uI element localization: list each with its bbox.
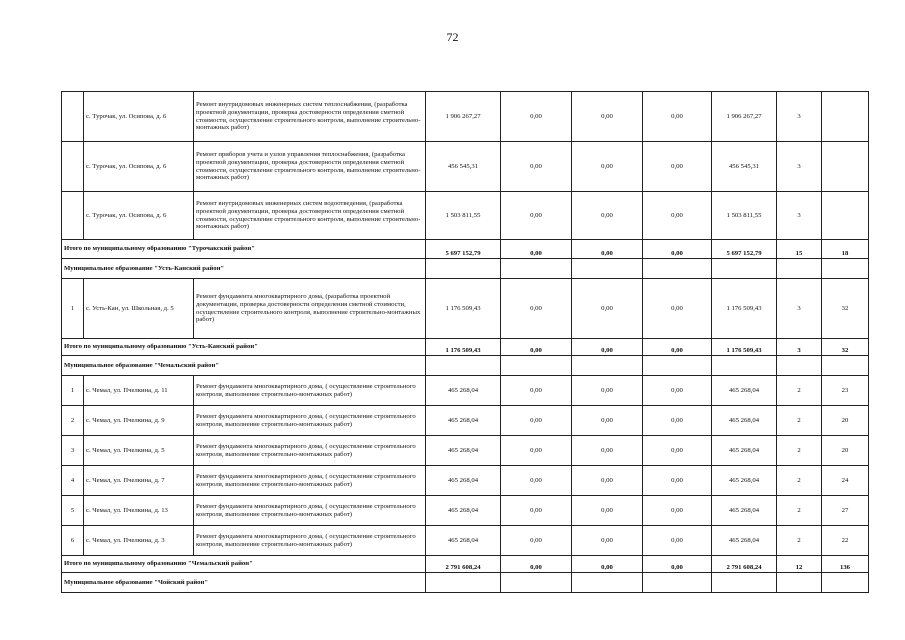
total-value-c1: 0,00 [501, 556, 572, 573]
value-cell-c3: 0,00 [643, 142, 712, 192]
value-cell-c3: 0,00 [643, 406, 712, 436]
value-cell-year: 2 [777, 436, 822, 466]
total-value-apts: 18 [822, 240, 869, 259]
work-description-cell: Ремонт внутридомовых инженерных систем водоотведения, (разработка проектной документации, проверка достоверности определения сметной стоимости, осуществление строительного контроля, выполнение строительно-монтажных работ) [194, 192, 426, 240]
value-cell-apts: 32 [822, 279, 869, 339]
table-row [62, 92, 869, 142]
value-cell-cost-total: 1 906 267,27 [426, 92, 501, 142]
total-value-c1: 0,00 [501, 240, 572, 259]
work-description-cell: Ремонт фундамента многоквартирного дома, ( осуществление строительного контроля, выполнение строительно-монтажных работ) [194, 496, 426, 526]
row-number: 5 [62, 496, 84, 526]
value-cell-c3: 0,00 [643, 526, 712, 556]
value-cell-c1: 0,00 [501, 496, 572, 526]
empty-cell [426, 259, 501, 279]
value-cell-apts: 24 [822, 466, 869, 496]
table-row [62, 526, 869, 556]
value-cell-c3: 0,00 [643, 436, 712, 466]
work-description-cell: Ремонт фундамента многоквартирного дома, ( осуществление строительного контроля, выполнение строительно-монтажных работ) [194, 526, 426, 556]
empty-cell [501, 356, 572, 376]
row-number: 1 [62, 376, 84, 406]
value-cell-cost-local: 465 268,04 [712, 496, 777, 526]
value-cell-cost-local: 1 503 811,55 [712, 192, 777, 240]
total-value-cost-local: 2 791 608,24 [712, 556, 777, 573]
value-cell-c3: 0,00 [643, 279, 712, 339]
total-value-c1: 0,00 [501, 339, 572, 356]
total-value-c2: 0,00 [572, 556, 643, 573]
total-value-cost-local: 5 697 152,79 [712, 240, 777, 259]
section-header-row [62, 259, 869, 279]
total-value-year: 3 [777, 339, 822, 356]
empty-cell [712, 356, 777, 376]
value-cell-apts [822, 142, 869, 192]
total-value-c2: 0,00 [572, 240, 643, 259]
value-cell-c2: 0,00 [572, 496, 643, 526]
empty-cell [426, 573, 501, 593]
work-description-cell: Ремонт фундамента многоквартирного дома, (разработка проектной документации, проверка достоверности определения сметной стоимости, осуществление строительного контроля, выполнение строительно-монтажных работ) [194, 279, 426, 339]
row-number: 4 [62, 466, 84, 496]
total-value-c3: 0,00 [643, 339, 712, 356]
value-cell-cost-local: 465 268,04 [712, 376, 777, 406]
value-cell-c2: 0,00 [572, 192, 643, 240]
value-cell-c1: 0,00 [501, 526, 572, 556]
value-cell-cost-total: 465 268,04 [426, 466, 501, 496]
row-number [62, 142, 84, 192]
section-header-row [62, 356, 869, 376]
value-cell-year: 2 [777, 406, 822, 436]
work-description-cell: Ремонт фундамента многоквартирного дома, ( осуществление строительного контроля, выполнение строительно-монтажных работ) [194, 406, 426, 436]
value-cell-year: 3 [777, 142, 822, 192]
address-cell: с. Чемал, ул. Пчелкина, д. 5 [84, 436, 194, 466]
section-header-row [62, 573, 869, 593]
row-number: 6 [62, 526, 84, 556]
empty-cell [501, 573, 572, 593]
value-cell-cost-local: 1 906 267,27 [712, 92, 777, 142]
value-cell-c1: 0,00 [501, 466, 572, 496]
empty-cell [822, 356, 869, 376]
value-cell-apts: 20 [822, 406, 869, 436]
value-cell-c3: 0,00 [643, 92, 712, 142]
empty-cell [777, 573, 822, 593]
value-cell-apts [822, 92, 869, 142]
row-number: 1 [62, 279, 84, 339]
value-cell-cost-total: 1 176 509,43 [426, 279, 501, 339]
value-cell-year: 2 [777, 526, 822, 556]
total-value-cost-total: 1 176 509,43 [426, 339, 501, 356]
table-row [62, 142, 869, 192]
value-cell-cost-local: 456 545,31 [712, 142, 777, 192]
total-value-year: 12 [777, 556, 822, 573]
total-value-cost-total: 2 791 608,24 [426, 556, 501, 573]
work-description-cell: Ремонт фундамента многоквартирного дома, ( осуществление строительного контроля, выполнение строительно-монтажных работ) [194, 436, 426, 466]
work-description-cell: Ремонт внутридомовых инженерных систем теплоснабжения, (разработка проектной документации, проверка достоверности определения сметной стоимости, осуществление строительного контроля, выполнение строительно-монтажных работ) [194, 92, 426, 142]
value-cell-c1: 0,00 [501, 376, 572, 406]
table-row [62, 376, 869, 406]
value-cell-year: 3 [777, 192, 822, 240]
empty-cell [643, 259, 712, 279]
value-cell-year: 2 [777, 376, 822, 406]
value-cell-c2: 0,00 [572, 279, 643, 339]
address-cell: с. Чемал, ул. Пчелкина, д. 13 [84, 496, 194, 526]
value-cell-c1: 0,00 [501, 279, 572, 339]
value-cell-c3: 0,00 [643, 466, 712, 496]
table-row [62, 466, 869, 496]
value-cell-c1: 0,00 [501, 92, 572, 142]
value-cell-cost-local: 465 268,04 [712, 436, 777, 466]
empty-cell [712, 573, 777, 593]
address-cell: с. Турочак, ул. Осипова, д. 6 [84, 92, 194, 142]
value-cell-c1: 0,00 [501, 406, 572, 436]
empty-cell [712, 259, 777, 279]
value-cell-cost-total: 456 545,31 [426, 142, 501, 192]
value-cell-cost-local: 465 268,04 [712, 466, 777, 496]
total-label: Итого по муниципальному образованию "Чемальский район" [62, 556, 426, 573]
value-cell-c2: 0,00 [572, 142, 643, 192]
address-cell: с. Чемал, ул. Пчелкина, д. 11 [84, 376, 194, 406]
value-cell-cost-local: 1 176 509,43 [712, 279, 777, 339]
table-row [62, 496, 869, 526]
value-cell-c2: 0,00 [572, 406, 643, 436]
empty-cell [822, 573, 869, 593]
address-cell: с. Турочак, ул. Осипова, д. 6 [84, 192, 194, 240]
value-cell-c1: 0,00 [501, 142, 572, 192]
value-cell-apts [822, 192, 869, 240]
empty-cell [777, 356, 822, 376]
value-cell-cost-total: 465 268,04 [426, 496, 501, 526]
total-label: Итого по муниципальному образованию "Турочакский район" [62, 240, 426, 259]
value-cell-c3: 0,00 [643, 192, 712, 240]
value-cell-cost-total: 1 503 811,55 [426, 192, 501, 240]
total-value-apts: 136 [822, 556, 869, 573]
value-cell-cost-local: 465 268,04 [712, 526, 777, 556]
value-cell-c1: 0,00 [501, 192, 572, 240]
section-title: Муниципальное образование "Чойский район" [62, 573, 426, 593]
table-row [62, 406, 869, 436]
row-number: 2 [62, 406, 84, 436]
value-cell-apts: 22 [822, 526, 869, 556]
value-cell-cost-total: 465 268,04 [426, 526, 501, 556]
table-row [62, 279, 869, 339]
value-cell-c3: 0,00 [643, 376, 712, 406]
table-row [62, 436, 869, 466]
total-row [62, 339, 869, 356]
value-cell-apts: 27 [822, 496, 869, 526]
total-row [62, 240, 869, 259]
total-value-c2: 0,00 [572, 339, 643, 356]
value-cell-c1: 0,00 [501, 436, 572, 466]
total-value-c3: 0,00 [643, 240, 712, 259]
address-cell: с. Чемал, ул. Пчелкина, д. 9 [84, 406, 194, 436]
work-description-cell: Ремонт фундамента многоквартирного дома, ( осуществление строительного контроля, выполнение строительно-монтажных работ) [194, 376, 426, 406]
total-row [62, 556, 869, 573]
value-cell-c2: 0,00 [572, 466, 643, 496]
total-value-cost-total: 5 697 152,79 [426, 240, 501, 259]
empty-cell [501, 259, 572, 279]
empty-cell [822, 259, 869, 279]
work-description-cell: Ремонт приборов учета и узлов управления теплоснабжения, (разработка проектной документации, проверка достоверности определения сметной стоимости, осуществление строительного контроля, выполнение строительно-монтажных работ) [194, 142, 426, 192]
value-cell-year: 3 [777, 92, 822, 142]
empty-cell [643, 573, 712, 593]
value-cell-cost-local: 465 268,04 [712, 406, 777, 436]
empty-cell [643, 356, 712, 376]
value-cell-apts: 23 [822, 376, 869, 406]
page-number: 72 [446, 30, 459, 44]
capital-repair-table [61, 91, 869, 593]
row-number [62, 92, 84, 142]
row-number: 3 [62, 436, 84, 466]
value-cell-c2: 0,00 [572, 376, 643, 406]
total-label: Итого по муниципальному образованию "Усть-Канский район" [62, 339, 426, 356]
empty-cell [572, 356, 643, 376]
section-title: Муниципальное образование "Усть-Канский район" [62, 259, 426, 279]
value-cell-cost-total: 465 268,04 [426, 406, 501, 436]
work-description-cell: Ремонт фундамента многоквартирного дома, ( осуществление строительного контроля, выполнение строительно-монтажных работ) [194, 466, 426, 496]
total-value-c3: 0,00 [643, 556, 712, 573]
row-number [62, 192, 84, 240]
empty-cell [572, 573, 643, 593]
address-cell: с. Чемал, ул. Пчелкина, д. 3 [84, 526, 194, 556]
value-cell-c3: 0,00 [643, 496, 712, 526]
value-cell-year: 2 [777, 466, 822, 496]
address-cell: с. Усть-Кан, ул. Школьная, д. 5 [84, 279, 194, 339]
value-cell-year: 2 [777, 496, 822, 526]
total-value-cost-local: 1 176 509,43 [712, 339, 777, 356]
value-cell-c2: 0,00 [572, 436, 643, 466]
empty-cell [777, 259, 822, 279]
table-row [62, 192, 869, 240]
value-cell-apts: 20 [822, 436, 869, 466]
section-title: Муниципальное образование "Чемальский район" [62, 356, 426, 376]
address-cell: с. Чемал, ул. Пчелкина, д. 7 [84, 466, 194, 496]
total-value-year: 15 [777, 240, 822, 259]
value-cell-c2: 0,00 [572, 526, 643, 556]
value-cell-c2: 0,00 [572, 92, 643, 142]
empty-cell [572, 259, 643, 279]
value-cell-cost-total: 465 268,04 [426, 376, 501, 406]
value-cell-year: 3 [777, 279, 822, 339]
address-cell: с. Турочак, ул. Осипова, д. 6 [84, 142, 194, 192]
value-cell-cost-total: 465 268,04 [426, 436, 501, 466]
total-value-apts: 32 [822, 339, 869, 356]
empty-cell [426, 356, 501, 376]
